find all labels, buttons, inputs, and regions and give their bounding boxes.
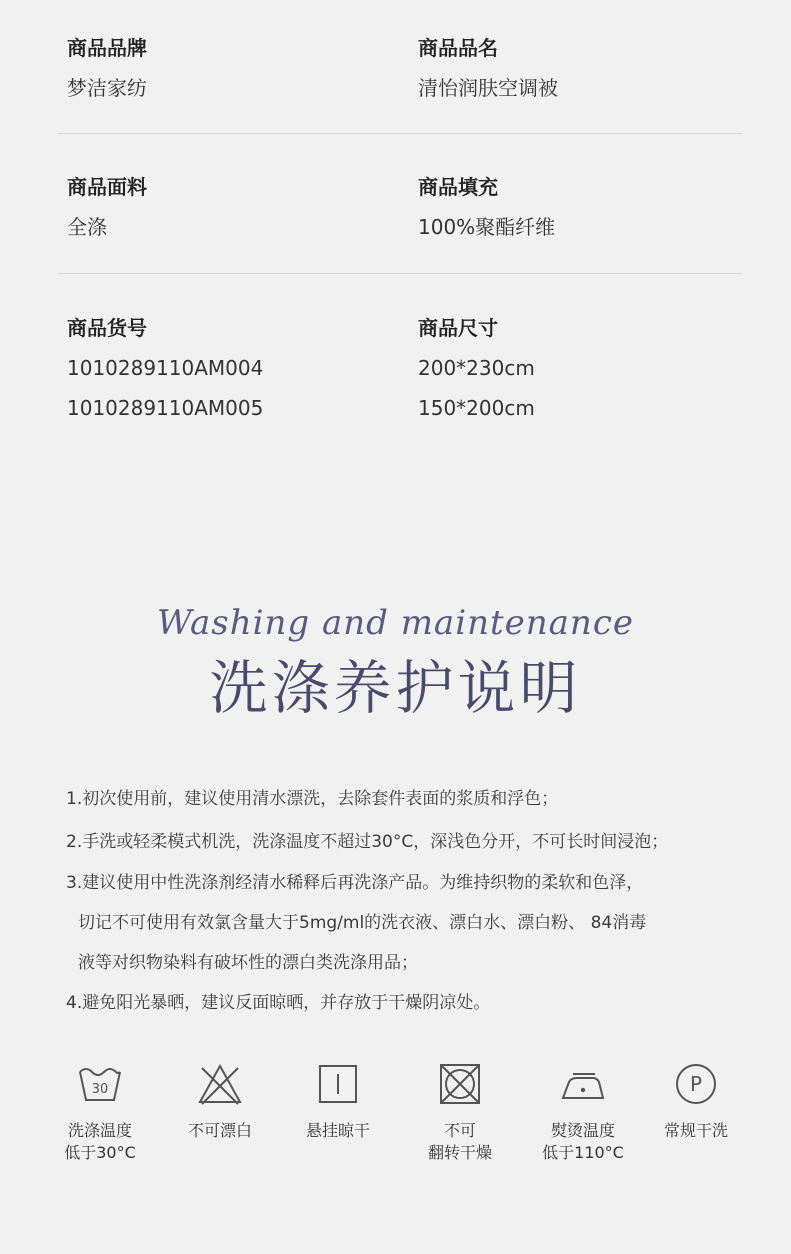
icon-label-line: 不可漂白 (187, 1121, 252, 1140)
wash-30-icon (76, 1060, 124, 1108)
care-icons (0, 1060, 791, 1190)
spec-value: 清怡润肤空调被 (418, 76, 558, 100)
dry-clean-badge: P (689, 1072, 703, 1096)
icon-label-line: 常规干洗 (663, 1121, 728, 1140)
icon-label-line: 不可 (443, 1121, 476, 1140)
care-subtitle: Washing and maintenance (157, 603, 634, 643)
care-icon-item (160, 1060, 280, 1142)
spec-item-number (67, 314, 387, 422)
spec-value: 全涤 (67, 215, 107, 239)
care-icon-item (523, 1060, 643, 1164)
iron-110-icon (559, 1060, 607, 1108)
care-icon-item (400, 1060, 520, 1164)
spec-value: 100%聚酯纤维 (418, 215, 556, 239)
care-line: 1.初次使用前，建议使用清水漂洗，去除套件表面的浆质和浮色； (66, 789, 559, 809)
spec-value: 1010289110AM005 (67, 396, 264, 420)
icon-label-line: 洗涤温度 (67, 1121, 132, 1140)
care-line: 2.手洗或轻柔模式机洗，洗涤温度不超过30°C，深浅色分开，不可长时间浸泡； (66, 832, 669, 852)
spec-fabric (67, 173, 387, 241)
divider (58, 133, 742, 134)
spec-value: 200*230cm (418, 356, 535, 380)
icon-label (40, 1120, 160, 1164)
no-bleach-icon (196, 1060, 244, 1108)
icon-label-line: 低于30°C (64, 1143, 136, 1162)
care-icon-item (636, 1060, 756, 1142)
divider (58, 273, 742, 274)
spec-value: 梦洁家纺 (67, 76, 147, 100)
spec-label: 商品货号 (67, 316, 147, 340)
spec-label: 商品品名 (418, 36, 498, 60)
care-title: 洗涤养护说明 (209, 654, 582, 722)
spec-label: 商品面料 (67, 175, 147, 199)
icon-label (523, 1120, 643, 1164)
spec-label: 商品填充 (418, 175, 498, 199)
spec-product-name (418, 34, 738, 102)
icon-label (278, 1120, 398, 1142)
spec-value: 150*200cm (418, 396, 535, 420)
care-line: 3.建议使用中性洗涤剂经清水稀释后再洗涤产品。为维持织物的柔软和色泽， (66, 873, 644, 893)
icon-label-line: 悬挂晾干 (305, 1121, 370, 1140)
icon-label-line: 熨烫温度 (550, 1121, 615, 1140)
care-line: 液等对织物染料有破坏性的漂白类洗涤用品； (78, 953, 418, 973)
hang-dry-icon (314, 1060, 362, 1108)
care-line: 4.避免阳光暴晒，建议反面晾晒，并存放于干燥阴凉处。 (66, 993, 491, 1013)
spec-label: 商品品牌 (67, 36, 147, 60)
no-tumble-dry-icon (436, 1060, 484, 1108)
icon-label (160, 1120, 280, 1142)
dry-clean-icon (672, 1060, 720, 1108)
wash-temp-badge: 30 (91, 1082, 109, 1097)
icon-label (636, 1120, 756, 1142)
spec-size (418, 314, 738, 422)
spec-value: 1010289110AM004 (67, 356, 264, 380)
spec-brand (67, 34, 387, 102)
care-line: 切记不可使用有效氯含量大于5mg/ml的洗衣液、漂白水、漂白粉、 84消毒 (78, 913, 647, 933)
icon-label-line: 低于110°C (542, 1143, 624, 1162)
spec-label: 商品尺寸 (418, 316, 498, 340)
icon-label-line: 翻转干燥 (427, 1143, 492, 1162)
care-icon-item (278, 1060, 398, 1142)
spec-filling (418, 173, 738, 241)
icon-label (400, 1120, 520, 1164)
care-icon-item (40, 1060, 160, 1164)
